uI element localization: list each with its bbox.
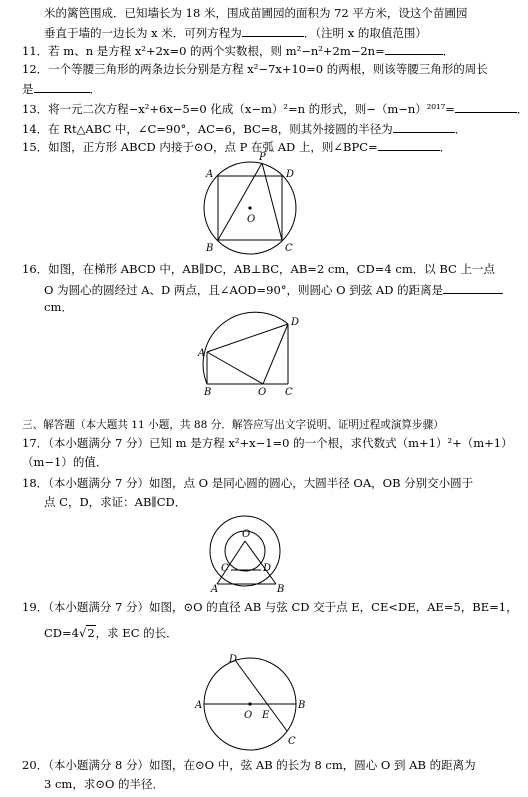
q14: 14．在 Rt△ABC 中，∠C=90°，AC=6，BC=8，则其外接圆的半径为 ． [22, 122, 467, 136]
q10-line1: 米的篱笆围成．已知墙长为 18 米，围成苗圃园的面积为 72 平方米，设这个苗圃园 [44, 6, 468, 20]
label-b: B [204, 387, 212, 398]
label-d: D [291, 317, 300, 328]
q16-line1: 16．如图，在梯形 ABCD 中，AB∥DC，AB⊥BC，AB=2 cm，CD=4 cm．以 BC 上一点 [22, 262, 496, 276]
q12-line2: 是 ． [22, 82, 101, 96]
answer-blank[interactable] [385, 42, 443, 55]
q20-line1: 20．（本小题满分 8 分）如图，在⊙O 中，弦 AB 的长为 8 cm，圆心 O 到 AB 的距离为 [22, 758, 476, 772]
q19-line2: CD=4√2，求 EC 的长． [44, 626, 178, 640]
label-c: C [221, 563, 229, 574]
q18-line2: 点 C，D，求证：AB∥CD． [44, 495, 187, 509]
label-o: O [242, 529, 251, 540]
sqrt-icon: √ [78, 626, 87, 640]
q19-line1: 19．（本小题满分 7 分）如图，⊙O 的直径 AB 与弦 CD 交于点 E，CE<DE，AE=5，BE=1， [22, 600, 518, 614]
q13: 13．将一元二次方程−x²+6x−5=0 化成（x−m）²=n 的形式，则−（m−n）²⁰¹⁷= ． [22, 102, 528, 116]
label-p: P [259, 152, 266, 163]
label-c: C [285, 243, 293, 254]
q11: 11．若 m、n 是方程 x²+2x=0 的两个实数根，则 m²−n²+2m−2n= ． [22, 44, 455, 58]
figure-q19 [194, 652, 306, 752]
label-a: A [198, 348, 206, 359]
label-c: C [288, 736, 296, 747]
label-b: B [206, 243, 214, 254]
q18-line1: 18．（本小题满分 7 分）如图，点 O 是同心圆的圆心，大圆半径 OA，OB 分别交小圆于 [22, 476, 474, 490]
figure-q15 [190, 150, 320, 258]
label-o: O [247, 214, 256, 225]
q15: 15．如图，正方形 ABCD 内接于⊙O，点 P 在弧 AD 上，则∠BPC= ． [22, 140, 452, 154]
label-d: D [229, 654, 238, 665]
label-a: A [195, 700, 203, 711]
label-c: C [285, 387, 293, 398]
label-a: A [211, 584, 219, 595]
answer-blank[interactable] [378, 138, 440, 151]
label-b: B [298, 700, 306, 711]
label-o: O [258, 387, 267, 398]
q16-line3: cm． [44, 300, 73, 314]
label-d: D [263, 563, 272, 574]
label-e: E [262, 710, 270, 721]
answer-blank[interactable] [393, 120, 455, 133]
q17-line1: 17．（本小题满分 7 分）已知 m 是方程 x²+x−1=0 的一个根，求代数式（m+1）²+（m+1） [22, 436, 513, 450]
q20-line2: 3 cm，求⊙O 的半径． [44, 777, 165, 791]
label-d: D [286, 169, 295, 180]
figure-q18 [202, 508, 297, 594]
label-b: B [277, 584, 285, 595]
q17-line2: （m−1）的值． [22, 455, 108, 469]
q16-line2: O 为圆心的圆经过 A、D 两点，且∠AOD=90°，则圆心 O 到弦 AD 的距离是 [44, 281, 503, 298]
answer-blank[interactable] [443, 281, 503, 294]
q12-line1: 12．一个等腰三角形的两条边长分别是方程 x²−7x+10=0 的两根，则该等腰三角形的周长 [22, 62, 488, 76]
q10-line2: 垂直于墙的一边长为 x 米．可列方程为 ．（注明 x 的取值范围） [44, 26, 427, 40]
label-a: A [206, 169, 214, 180]
answer-blank[interactable] [34, 80, 90, 93]
figure-q16 [195, 315, 305, 401]
answer-blank[interactable] [455, 100, 517, 113]
label-o: O [244, 710, 253, 721]
answer-blank[interactable] [242, 24, 304, 37]
section-heading: 三、解答题（本大题共 11 小题，共 88 分．解答应写出文字说明、证明过程或演算步骤） [22, 419, 444, 431]
